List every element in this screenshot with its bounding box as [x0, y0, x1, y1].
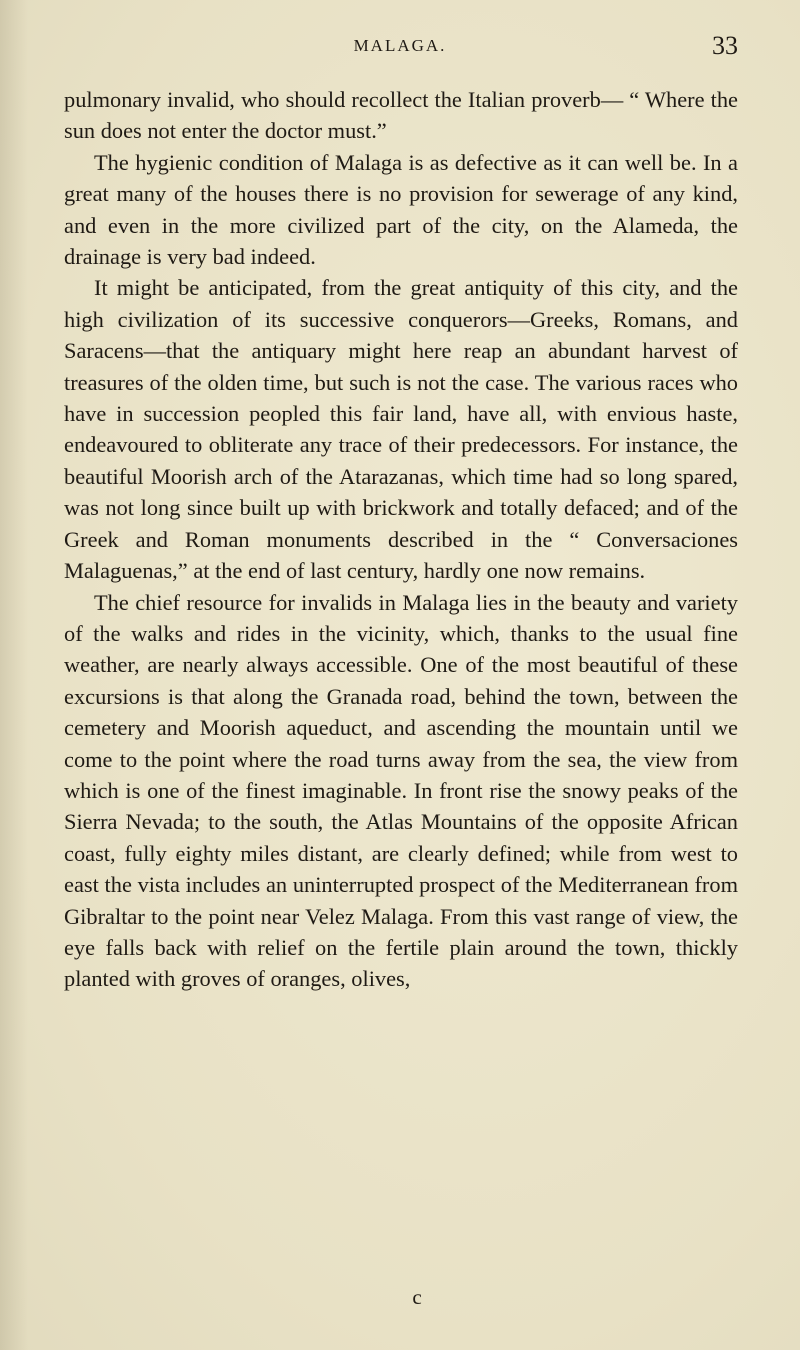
- paragraph: pulmonary invalid, who should recollect the Italian proverb— “ Where the sun does not enter the doctor must.”: [64, 87, 738, 144]
- signature-mark-text: c: [412, 1285, 422, 1309]
- body-text: [64, 84, 738, 995]
- page-number: 33: [712, 31, 738, 60]
- paragraph: It might be anticipated, from the great antiquity of this city, and the high civilization of its successive conquerors—Greeks, Romans, and Saracens—that the antiquary might here reap an abundant harvest of treasures of the olden time, but such is not the case. The various races who have in succession peopled this fair land, have all, with envious haste, endeavoured to obliterate any trace of their predecessors. For instance, the beautiful Moorish arch of the Atarazanas, which time had so long spared, was not long since built up with brickwork and totally defaced; and of the Greek and Roman monuments described in the “ Conversaciones Malaguenas,” at the end of last century, hardly one now remains.: [64, 275, 738, 584]
- signature-mark: [0, 1285, 800, 1310]
- paragraph: The hygienic condition of Malaga is as defective as it can well be. In a great many of the houses there is no provision for sewerage of any kind, and even in the more civilized part of the city, on the Alameda, the drainage is very bad indeed.: [64, 149, 738, 270]
- paragraph: The chief resource for invalids in Malaga lies in the beauty and variety of the walks and rides in the vicinity, which, thanks to the usual fine weather, are nearly always accessible. One of the most beautiful of these excursions is that along the Granada road, behind the town, between the cemetery and Moorish aqueduct, and ascending the mountain until we come to the point where the road turns away from the sea, the view from which is one of the finest imaginable. In front rise the snowy peaks of the Sierra Nevada; to the south, the Atlas Mountains of the opposite African coast, fully eighty miles distant, are clearly defined; while from west to east the vista includes an uninterrupted prospect of the Mediterranean from Gibraltar to the point near Velez Malaga. From this vast range of view, the eye falls back with relief on the fertile plain around the town, thickly planted with groves of oranges, olives,: [64, 589, 738, 992]
- gutter-shadow: [0, 0, 28, 1350]
- running-title: MALAGA.: [353, 36, 447, 55]
- page-header: [0, 30, 800, 62]
